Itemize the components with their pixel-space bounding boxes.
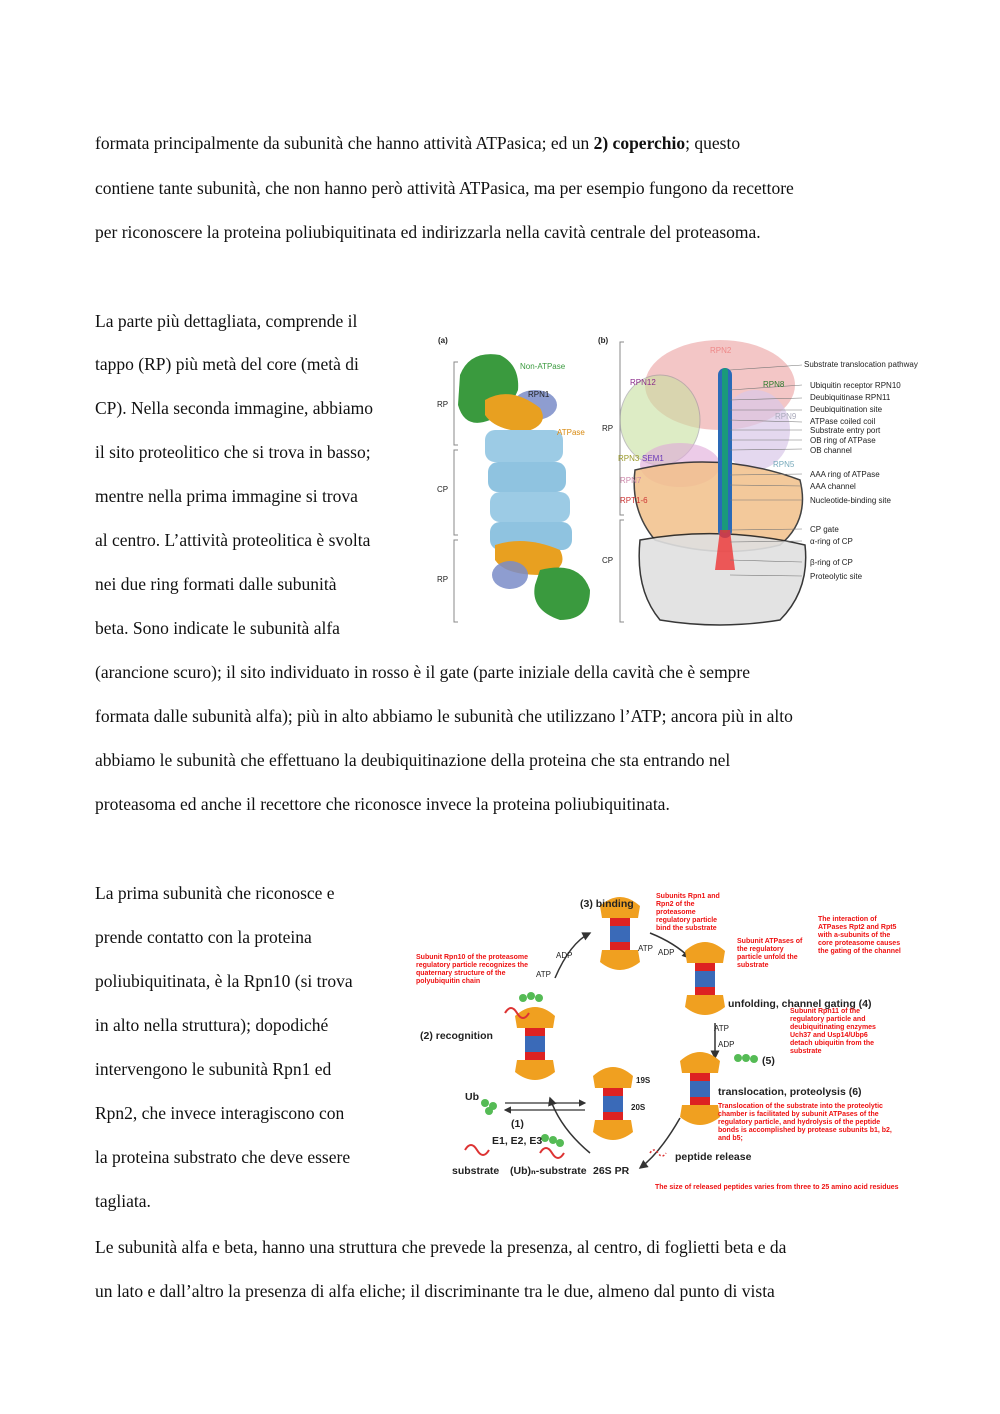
b-right-label: OB channel bbox=[810, 446, 852, 455]
atpase-label: ATPase bbox=[557, 428, 585, 437]
rp-b-label: RP bbox=[602, 424, 614, 433]
note-rpt2-rpt5: The interaction of ATPases Rpt2 and Rpt5 with a-subunits of the core proteasome causes the gating of the channel bbox=[818, 916, 901, 955]
proteasome-structure-figure bbox=[430, 330, 918, 635]
b-right-label: AAA channel bbox=[810, 482, 856, 491]
b-right-label: ATPase coiled coil bbox=[810, 417, 876, 426]
para3-line: poliubiquitinata, è la Rpn10 (si trova bbox=[95, 971, 353, 991]
para4-line: un lato e dall’altro la presenza di alfa eliche; il discriminante tra le due, almeno dal punto di vista bbox=[95, 1281, 775, 1301]
para3-line: in alto nella struttura); dopodiché bbox=[95, 1015, 329, 1035]
26s-pr-label: 26S PR bbox=[593, 1165, 630, 1177]
para2-line: CP). Nella seconda immagine, abbiamo bbox=[95, 398, 373, 418]
para3-line: intervengono le subunità Rpn1 ed bbox=[95, 1059, 332, 1079]
b-right-label: CP gate bbox=[810, 525, 839, 534]
text: ; questo bbox=[685, 133, 741, 153]
label-19s: 19S bbox=[636, 1076, 651, 1085]
atp-label-1: ATP bbox=[536, 970, 551, 979]
bold-text: 2) coperchio bbox=[593, 133, 686, 153]
enzymes-label: E1, E2, E3 bbox=[492, 1135, 543, 1147]
b-right-label: Nucleotide-binding site bbox=[810, 496, 891, 505]
proteasome-right-top bbox=[685, 942, 725, 1015]
note-atpases: Subunit ATPases of the regulatory particle unfold the substrate bbox=[737, 938, 803, 969]
para1-line1 bbox=[95, 132, 740, 154]
b-right-label: α-ring of CP bbox=[810, 537, 853, 546]
panel-b-label: (b) bbox=[598, 336, 609, 345]
step-recognition: (2) recognition bbox=[420, 1030, 493, 1042]
ub-label: Ub bbox=[465, 1091, 479, 1103]
para2-full-line: formata dalle subunità alfa); più in alto abbiamo le subunità che utilizzano l’ATP; ancora più in alto bbox=[95, 706, 793, 726]
rpn2-label: RPN2 bbox=[710, 346, 732, 355]
step-1: (1) bbox=[511, 1118, 524, 1130]
label-20s: 20S bbox=[631, 1103, 646, 1112]
b-right-label: Deubiquitinase RPN11 bbox=[810, 393, 891, 402]
rpn8-label: RPN8 bbox=[763, 380, 785, 389]
rp-bottom-label: RP bbox=[437, 575, 449, 584]
b-right-label: Proteolytic site bbox=[810, 572, 863, 581]
para2-full-line: (arancione scuro); il sito individuato in rosso è il gate (parte iniziale della cavità che è sempre bbox=[95, 662, 751, 682]
rpt-label: RPT1-6 bbox=[620, 496, 648, 505]
step-unfolding: unfolding, channel gating (4) bbox=[728, 998, 872, 1010]
para3-line: Rpn2, che invece interagiscono con bbox=[95, 1103, 345, 1123]
para2-line: La parte più dettagliata, comprende il bbox=[95, 311, 358, 331]
note-rpn11: Subunit Rpn11 of the regulatory particle and deubiquitinating enzymes Uch37 and Usp14/Ubp6 detach ubiquitin from the substrate bbox=[790, 1008, 876, 1055]
note-translocation: Translocation of the substrate into the proteolytic chamber is facilitated by subunit ATPases of the regulatory particle, and hydrolysis of the peptide bonds is accomplished by protease subunits b1, b2, and b5; bbox=[718, 1103, 892, 1142]
proteasome-cycle-figure bbox=[410, 888, 910, 1208]
b-right-label: Substrate entry port bbox=[810, 426, 881, 435]
substrate-label: substrate bbox=[452, 1165, 500, 1177]
cp-label: CP bbox=[437, 485, 449, 494]
rpn12-label: RPN12 bbox=[630, 378, 656, 387]
para2-line: beta. Sono indicate le subunità alfa bbox=[95, 618, 340, 638]
para2-line: tappo (RP) più metà del core (metà di bbox=[95, 354, 359, 374]
b-right-label: β-ring of CP bbox=[810, 558, 853, 567]
ub-substrate-label: (Ub)ₙ-substrate bbox=[510, 1165, 587, 1177]
rpn5-label: RPN5 bbox=[773, 460, 795, 469]
b-right-label: Ubiquitin receptor RPN10 bbox=[810, 381, 901, 390]
adp-label-1: ADP bbox=[556, 951, 573, 960]
panel-a-label: (a) bbox=[438, 336, 448, 345]
note-size: The size of released peptides varies from three to 25 amino acid residues bbox=[655, 1184, 899, 1191]
step-translocation: translocation, proteolysis (6) bbox=[718, 1086, 862, 1098]
rpn3-label: RPN3 bbox=[618, 454, 640, 463]
atp-label-2: ATP bbox=[638, 944, 653, 953]
para2-line: mentre nella prima immagine si trova bbox=[95, 486, 358, 506]
adp-label-3: ADP bbox=[718, 1040, 735, 1049]
rp-top-label: RP bbox=[437, 400, 449, 409]
para3-line: tagliata. bbox=[95, 1191, 151, 1211]
para3-line: la proteina substrato che deve essere bbox=[95, 1147, 351, 1167]
atp-label-3: ATP bbox=[714, 1024, 729, 1033]
note-rpn10: Subunit Rpn10 of the proteasome regulatory particle recognizes the quaternary structure of the polyubiquitin chain bbox=[416, 954, 529, 985]
non-atpase-label: Non-ATPase bbox=[520, 362, 566, 371]
b-right-label: OB ring of ATPase bbox=[810, 436, 876, 445]
sem1-label: SEM1 bbox=[642, 454, 664, 463]
peptide-release-label: peptide release bbox=[675, 1151, 752, 1163]
step-5: (5) bbox=[762, 1055, 775, 1067]
para2-line: il sito proteolitico che si trova in basso; bbox=[95, 442, 371, 462]
cp-b-label: CP bbox=[602, 556, 614, 565]
para2-full-line: proteasoma ed anche il recettore che riconosce invece la proteina poliubiquitinata. bbox=[95, 794, 670, 814]
para2-full-line: abbiamo le subunità che effettuano la deubiquitinazione della proteina che sta entrando nel bbox=[95, 750, 731, 770]
proteasome-right-bottom bbox=[680, 1052, 720, 1125]
para2-line: nei due ring formati dalle subunità bbox=[95, 574, 337, 594]
para3-line: La prima subunità che riconosce e bbox=[95, 883, 335, 903]
proteasome-bottom bbox=[593, 1067, 633, 1140]
para4-line: Le subunità alfa e beta, hanno una struttura che prevede la presenza, al centro, di foglietti beta e da bbox=[95, 1237, 787, 1257]
para3-line: prende contatto con la proteina bbox=[95, 927, 312, 947]
text: formata principalmente da subunità che hanno attività ATPasica; ed un bbox=[95, 133, 594, 153]
rpn7-label: RPN7 bbox=[620, 476, 642, 485]
step-binding: (3) binding bbox=[580, 898, 634, 910]
note-rpn1-rpn2: Subunits Rpn1 and Rpn2 of the proteasome regulatory particle bind the substrate bbox=[656, 893, 720, 932]
rpn9-label: RPN9 bbox=[775, 412, 797, 421]
para1-line3: per riconoscere la proteina poliubiquitinata ed indirizzarla nella cavità centrale del proteasoma. bbox=[95, 222, 761, 242]
adp-label-2: ADP bbox=[658, 948, 675, 957]
para2-line: al centro. L’attività proteolitica è svolta bbox=[95, 530, 371, 550]
b-right-label: AAA ring of ATPase bbox=[810, 470, 880, 479]
para1-line2: contiene tante subunità, che non hanno però attività ATPasica, ma per esempio fungono da recettore bbox=[95, 178, 794, 198]
rpn1-label: RPN1 bbox=[528, 390, 550, 399]
b-right-label: Substrate translocation pathway bbox=[804, 360, 918, 369]
b-right-label: Deubiquitination site bbox=[810, 405, 883, 414]
